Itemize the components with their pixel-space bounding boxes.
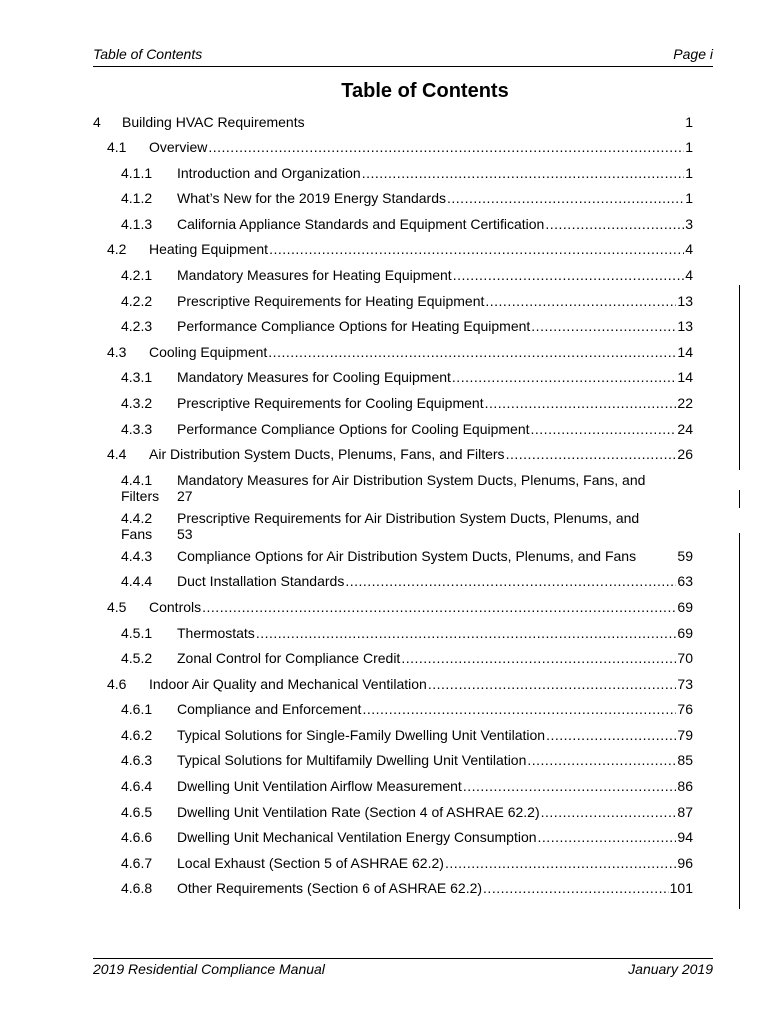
toc-entry-number: 4.6.1 [121, 701, 153, 718]
toc-entry[interactable] [93, 165, 693, 191]
toc-entry-number: 4.6.4 [121, 778, 153, 795]
toc-entry[interactable] [93, 267, 693, 293]
toc-entry-label: Performance Compliance Options for Cooling Equipment [177, 420, 530, 437]
toc-entry-page: 4 [685, 266, 693, 283]
toc-entry-label: Thermostats [177, 624, 255, 641]
toc-entry-number: 4.4.1 [121, 471, 153, 488]
toc-dot-leader [452, 369, 677, 385]
change-bar [739, 533, 740, 909]
toc-entry[interactable] [93, 752, 693, 778]
page-header [93, 46, 713, 67]
toc-entry-page: 79 [677, 726, 693, 743]
toc-entry-label: Introduction and Organization [177, 164, 361, 181]
toc-entry-page: 53 [177, 525, 193, 542]
toc-entry-label: Indoor Air Quality and Mechanical Ventilation [149, 675, 427, 692]
toc-dot-leader [401, 650, 676, 666]
toc-entry[interactable] [93, 446, 693, 472]
toc-entry[interactable] [93, 650, 693, 676]
toc-entry-page: 73 [677, 675, 693, 692]
toc-entry-number: 4.6.3 [121, 752, 153, 769]
toc-entry-page: 96 [677, 854, 693, 871]
toc-dot-leader [445, 855, 676, 871]
toc-dot-leader [531, 318, 676, 334]
toc-entry-label: Local Exhaust (Section 5 of ASHRAE 62.2) [177, 854, 444, 871]
toc-entry-label: Typical Solutions for Single-Family Dwelling Unit Ventilation [177, 726, 546, 743]
toc-entry[interactable] [93, 293, 693, 319]
toc-entry-page: 86 [677, 778, 693, 795]
toc-entry-label: Prescriptive Requirements for Heating Equipment [177, 292, 485, 309]
toc-entry-number: 4.2 [107, 241, 127, 258]
toc-entry-page: 14 [677, 369, 693, 386]
toc-entry-page: 63 [677, 573, 693, 590]
toc-entry[interactable] [93, 804, 693, 830]
toc-entry[interactable] [93, 241, 693, 267]
toc-entry-number: 4.3 [107, 343, 127, 360]
toc-entry-page: 4 [685, 241, 693, 258]
toc-entry-number: 4.1.2 [121, 190, 153, 207]
toc-dot-leader [345, 573, 676, 589]
toc-entry[interactable] [93, 318, 693, 344]
toc-entry-page: 76 [677, 701, 693, 718]
change-bar [739, 285, 740, 470]
toc-entry-number: 4.5 [107, 598, 127, 615]
toc-entry-number: 4.6.2 [121, 726, 153, 743]
toc-entry[interactable] [93, 829, 693, 855]
toc-dot-leader [485, 395, 677, 411]
toc-entry-number: 4.3.2 [121, 394, 153, 411]
toc-entry[interactable] [93, 548, 693, 574]
toc-entry-number: 4.5.2 [121, 650, 153, 667]
toc-entry-number: 4.3.1 [121, 369, 153, 386]
toc-dot-leader [538, 829, 677, 845]
toc-dot-leader [268, 344, 676, 360]
header-section-title: Table of Contents [93, 46, 203, 62]
toc-entry-page: 85 [677, 752, 693, 769]
toc-dot-leader [256, 625, 677, 641]
toc-entry[interactable] [93, 216, 693, 242]
toc-entry-page: 13 [677, 292, 693, 309]
toc-dot-leader [483, 880, 669, 896]
toc-entry-label: Duct Installation Standards [177, 573, 345, 590]
toc-dot-leader [485, 293, 676, 309]
toc-entry[interactable] [93, 855, 693, 881]
toc-entry-label: Building HVAC Requirements [122, 114, 305, 130]
toc-dot-leader [362, 701, 676, 717]
toc-entry-label: Controls [149, 598, 202, 615]
toc-dot-leader [447, 190, 684, 206]
toc-entry-label: What’s New for the 2019 Energy Standards [177, 190, 447, 207]
toc-entry[interactable] [93, 573, 693, 599]
toc-entry-label: Air Distribution System Ducts, Plenums, Fans, and Filters [149, 446, 505, 463]
toc-dot-leader [208, 139, 684, 155]
toc-entry-number: 4.4 [107, 446, 127, 463]
toc-entry-page: 26 [677, 446, 693, 463]
toc-entry-page: 27 [177, 487, 193, 504]
toc-entry-page: 1 [685, 190, 693, 207]
toc-entry-label: Heating Equipment [149, 241, 269, 258]
toc-entry[interactable] [93, 778, 693, 804]
toc-dot-leader [428, 676, 677, 692]
toc-entry[interactable] [93, 472, 693, 506]
toc-entry-number: 4.5.1 [121, 624, 153, 641]
toc-dot-leader [269, 241, 684, 257]
toc-entry-number: 4.6.8 [121, 880, 153, 897]
toc-entry-label: Cooling Equipment [149, 343, 268, 360]
toc-entry-label: Dwelling Unit Ventilation Airflow Measurement [177, 778, 462, 795]
toc-entry[interactable] [93, 701, 693, 727]
toc-entry[interactable] [93, 880, 693, 906]
toc-entry-label: Prescriptive Requirements for Cooling Equipment [177, 394, 484, 411]
toc-dot-leader [463, 778, 677, 794]
toc-dot-leader [362, 165, 685, 181]
toc-entry[interactable] [93, 625, 693, 651]
toc-entry-number: 4.1 [107, 139, 127, 155]
toc-entry-page: 87 [677, 803, 693, 820]
toc-entry-number: 4.6.7 [121, 854, 153, 871]
footer-date: January 2019 [628, 961, 713, 977]
toc-entry-label: Compliance and Enforcement [177, 701, 362, 718]
toc-dot-leader [506, 446, 677, 462]
toc-entry-number: 4.6 [107, 675, 127, 692]
toc-entry-page: 70 [677, 650, 693, 667]
toc-entry-label: Zonal Control for Compliance Credit [177, 650, 401, 667]
toc-entry-label: Prescriptive Requirements for Air Distribution System Ducts, Plenums, and [177, 509, 640, 526]
toc-entry-page: 1 [685, 164, 693, 181]
toc-entry[interactable] [93, 344, 693, 370]
toc-entry-page: 3 [685, 215, 693, 232]
page-title: Table of Contents [341, 80, 509, 102]
toc-entry[interactable] [93, 139, 693, 165]
toc-entry-number: 4 [93, 114, 101, 130]
toc-entry-page: 101 [669, 880, 693, 897]
toc-entry-label: Typical Solutions for Multifamily Dwelling Unit Ventilation [177, 752, 527, 769]
table-of-contents [93, 112, 693, 906]
toc-dot-leader [545, 216, 684, 232]
toc-entry-label: Dwelling Unit Ventilation Rate (Section 4 of ASHRAE 62.2) [177, 803, 540, 820]
toc-entry-page: 22 [677, 394, 693, 411]
toc-entry-page: 14 [677, 343, 693, 360]
toc-dot-leader [202, 599, 676, 615]
toc-entry-page: 69 [677, 624, 693, 641]
toc-dot-leader [527, 752, 676, 768]
toc-entry[interactable] [93, 599, 693, 625]
toc-entry-label: Compliance Options for Air Distribution System Ducts, Plenums, and Fans [177, 547, 637, 564]
toc-entry[interactable] [93, 190, 693, 216]
toc-entry-number: 4.6.5 [121, 803, 153, 820]
header-page-number: Page i [673, 46, 713, 62]
toc-entry-label: Dwelling Unit Mechanical Ventilation Energy Consumption [177, 829, 537, 846]
toc-entry-label: California Appliance Standards and Equipment Certification [177, 215, 545, 232]
toc-entry-page: 24 [677, 420, 693, 437]
toc-entry[interactable] [93, 112, 693, 139]
toc-dot-leader [546, 727, 676, 743]
toc-entry[interactable] [93, 395, 693, 421]
toc-entry-label: Mandatory Measures for Cooling Equipment [177, 369, 451, 386]
toc-entry-label: Other Requirements (Section 6 of ASHRAE 62.2) [177, 880, 483, 897]
toc-entry-number: 4.1.3 [121, 215, 153, 232]
toc-entry-label: Mandatory Measures for Heating Equipment [177, 266, 452, 283]
toc-entry-number: 4.4.2 [121, 509, 153, 526]
toc-entry[interactable] [93, 676, 693, 702]
toc-entry[interactable] [93, 369, 693, 395]
toc-entry[interactable] [93, 727, 693, 753]
toc-entry-number: 4.1.1 [121, 164, 153, 181]
toc-entry-number: 4.2.2 [121, 292, 153, 309]
page-footer [93, 958, 713, 977]
toc-entry-label: Mandatory Measures for Air Distribution System Ducts, Plenums, Fans, and [177, 471, 646, 488]
toc-entry[interactable] [93, 421, 693, 447]
toc-dot-leader [541, 804, 677, 820]
toc-entry-page: 1 [685, 114, 693, 130]
toc-entry-page: 13 [677, 318, 693, 335]
toc-entry-label: Overview [149, 139, 208, 155]
toc-entry-number: 4.6.6 [121, 829, 153, 846]
toc-entry[interactable] [93, 510, 693, 544]
toc-entry-page: 94 [677, 829, 693, 846]
toc-entry-page: 59 [677, 547, 693, 564]
toc-entry-number: 4.4.3 [121, 547, 153, 564]
footer-document-title: 2019 Residential Compliance Manual [93, 961, 325, 977]
toc-dot-leader [453, 267, 685, 283]
toc-entry-number: 4.3.3 [121, 420, 153, 437]
toc-dot-leader [531, 421, 677, 437]
toc-entry-page: 1 [685, 139, 693, 155]
change-bar [739, 490, 740, 508]
toc-entry-number: 4.4.4 [121, 573, 153, 590]
toc-entry-page: 69 [677, 598, 693, 615]
toc-entry-number: 4.2.3 [121, 318, 153, 335]
toc-entry-label: Performance Compliance Options for Heating Equipment [177, 318, 531, 335]
toc-entry-label-continued: Fans [121, 525, 153, 542]
toc-entry-number: 4.2.1 [121, 266, 153, 283]
toc-entry-label-continued: Filters [121, 487, 160, 504]
